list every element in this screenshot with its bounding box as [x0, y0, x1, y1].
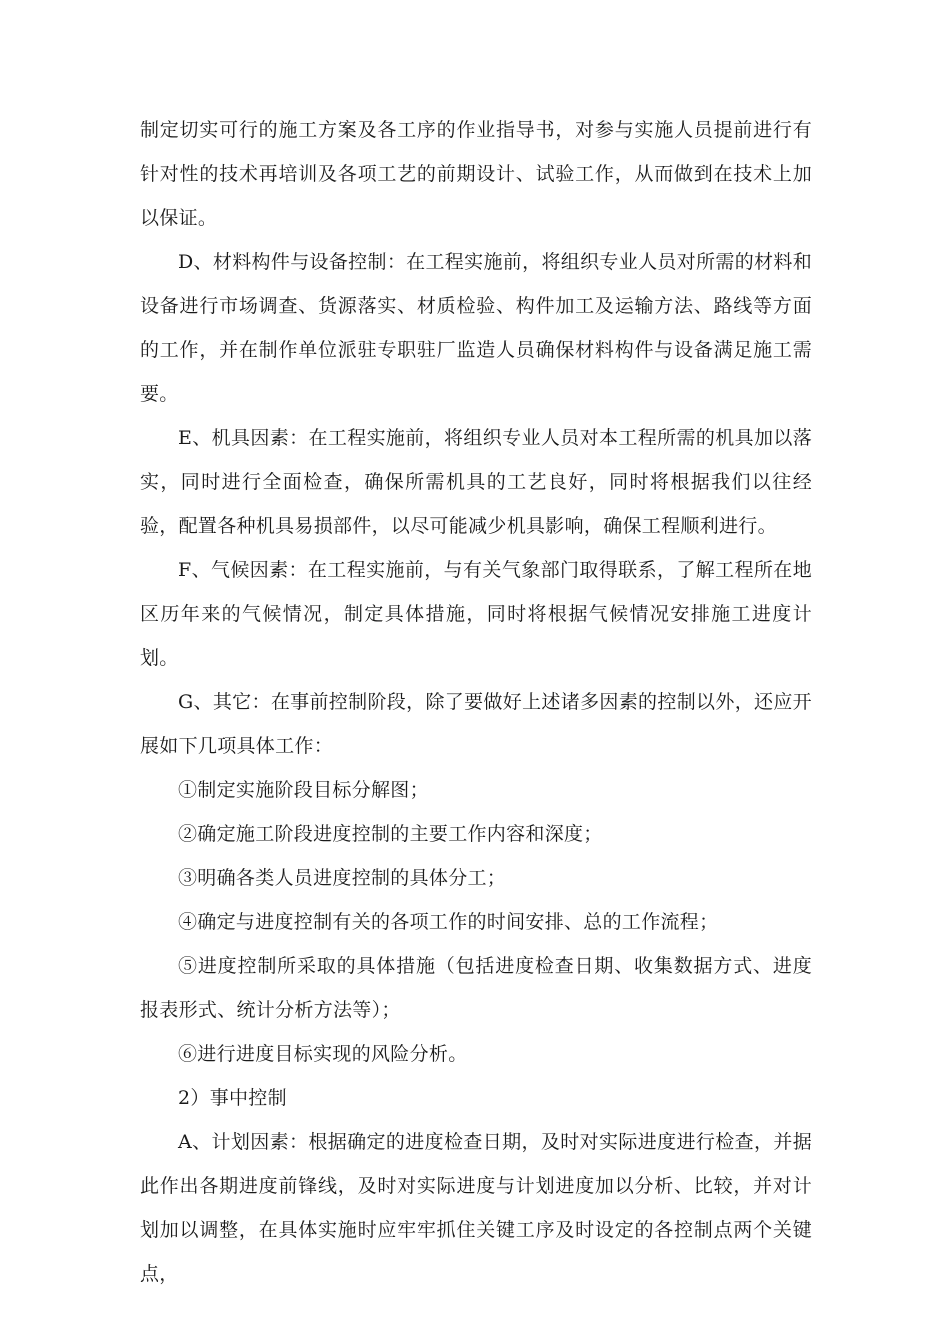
- list-item-6: ⑥进行进度目标实现的风险分析。: [178, 1043, 468, 1065]
- document-page: [140, 108, 812, 1296]
- list-item-4: ④确定与进度控制有关的各项工作的时间安排、总的工作流程；: [178, 911, 719, 933]
- list-item-1: ①制定实施阶段目标分解图；: [178, 779, 429, 801]
- paragraph-2: D、材料构件与设备控制：在工程实施前，将组织专业人员对所需的材料和设备进行市场调查、货源落实、材质检验、构件加工及运输方法、路线等方面的工作，并在制作单位派驻专职驻厂监造人员确保材料构件与设备满足施工需要。: [140, 251, 812, 405]
- list-item-5: ⑤进度控制所采取的具体措施（包括进度检查日期、收集数据方式、进度报表形式、统计分析方法等）；: [140, 955, 812, 1021]
- list-item-2: ②确定施工阶段进度控制的主要工作内容和深度；: [178, 823, 603, 845]
- list-item-3: ③明确各类人员进度控制的具体分工；: [178, 867, 507, 889]
- paragraph-1: 制定切实可行的施工方案及各工序的作业指导书，对参与实施人员提前进行有针对性的技术再培训及各项工艺的前期设计、试验工作，从而做到在技术上加以保证。: [140, 119, 812, 229]
- section-heading: 2）事中控制: [178, 1087, 287, 1109]
- paragraph-4: F、气候因素：在工程实施前，与有关气象部门取得联系，了解工程所在地区历年来的气候情况，制定具体措施，同时将根据气候情况安排施工进度计划。: [140, 559, 812, 669]
- paragraph-6: A、计划因素：根据确定的进度检查日期，及时对实际进度进行检查，并据此作出各期进度前锋线，及时对实际进度与计划进度加以分析、比较，并对计划加以调整，在具体实施时应牢牢抓住关键工序及时设定的各控制点两个关键点，: [140, 1131, 812, 1285]
- paragraph-5: G、其它：在事前控制阶段，除了要做好上述诸多因素的控制以外，还应开展如下几项具体工作：: [140, 691, 812, 757]
- paragraph-3: E、机具因素：在工程实施前，将组织专业人员对本工程所需的机具加以落实，同时进行全面检查，确保所需机具的工艺良好，同时将根据我们以往经验，配置各种机具易损部件，以尽可能减少机具影响，确保工程顺利进行。: [140, 427, 812, 537]
